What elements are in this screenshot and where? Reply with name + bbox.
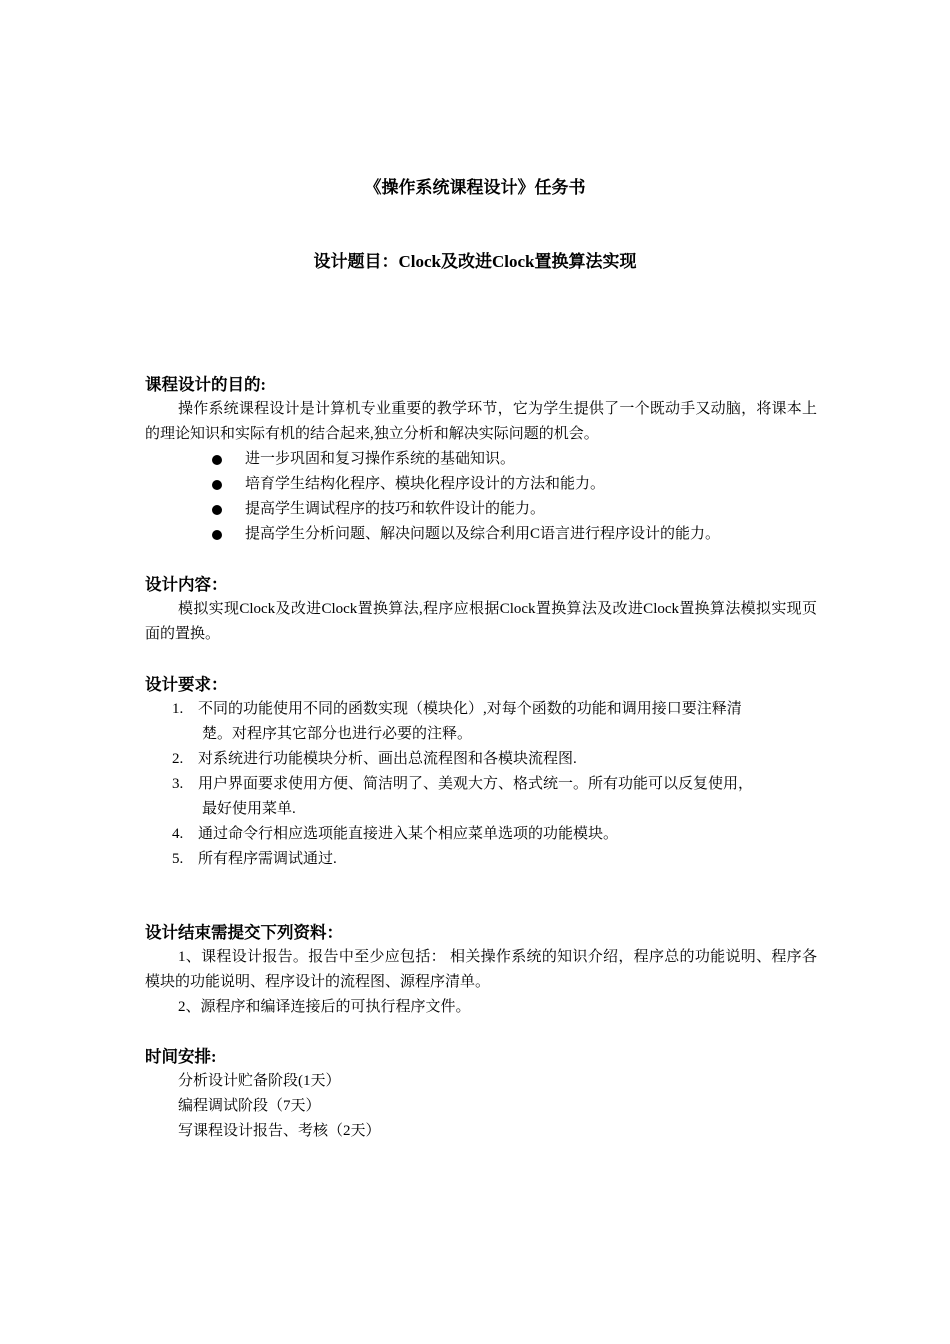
section-content bbox=[145, 572, 817, 647]
bullet-icon bbox=[212, 530, 222, 540]
requirements-list bbox=[145, 697, 817, 872]
list-item: 提高学生调试程序的技巧和软件设计的能力。 bbox=[145, 497, 817, 522]
list-item: 5. 所有程序需调试通过. bbox=[172, 851, 337, 867]
section-heading-content: 设计内容： bbox=[145, 575, 228, 594]
bullet-icon bbox=[212, 505, 222, 515]
schedule-item: 写课程设计报告、考核（2天） bbox=[178, 1123, 381, 1139]
section-purpose bbox=[145, 372, 817, 547]
bullet-icon bbox=[212, 455, 222, 465]
section-heading-purpose: 课程设计的目的: bbox=[145, 375, 266, 394]
purpose-paragraph: 操作系统课程设计是计算机专业重要的教学环节，它为学生提供了一个既动手又动脑，将课本上的理论知识和实际有机的结合起来,独立分析和解决实际问题的机会。 bbox=[145, 401, 817, 442]
list-item: 进一步巩固和复习操作系统的基础知识。 bbox=[145, 447, 817, 472]
submission-item-source: 2、源程序和编译连接后的可执行程序文件。 bbox=[178, 999, 471, 1015]
section-submission bbox=[145, 920, 817, 1020]
submission-item-report: 1、课程设计报告。报告中至少应包括： 相关操作系统的知识介绍，程序总的功能说明、程序各模块的功能说明、程序设计的流程图、源程序清单。 bbox=[145, 949, 817, 990]
section-heading-submission: 设计结束需提交下列资料： bbox=[145, 923, 343, 942]
section-requirements bbox=[145, 672, 817, 872]
list-item: 2. 对系统进行功能模块分析、画出总流程图和各模块流程图. bbox=[172, 751, 577, 767]
bullet-icon bbox=[212, 480, 222, 490]
list-item: 1. 不同的功能使用不同的函数实现（模块化）,对每个函数的功能和调用接口要注释清 楚。对程序其它部分也进行必要的注释。 bbox=[172, 701, 742, 742]
list-item: 培育学生结构化程序、模块化程序设计的方法和能力。 bbox=[145, 472, 817, 497]
purpose-bullet-list bbox=[145, 447, 817, 547]
schedule-item: 分析设计贮备阶段(1天） bbox=[178, 1073, 341, 1089]
document-title: 《操作系统课程设计》任务书 bbox=[364, 178, 586, 197]
section-heading-requirements: 设计要求： bbox=[145, 675, 228, 694]
list-item: 4. 通过命令行相应选项能直接进入某个相应菜单选项的功能模块。 bbox=[172, 826, 619, 842]
list-item: 3. 用户界面要求使用方便、简洁明了、美观大方、格式统一。所有功能可以反复使用， 最好使用菜单. bbox=[172, 776, 754, 817]
schedule-item: 编程调试阶段（7天） bbox=[178, 1098, 321, 1114]
section-schedule bbox=[145, 1044, 817, 1144]
design-topic: 设计题目：Clock及改进Clock置换算法实现 bbox=[313, 252, 637, 271]
section-heading-schedule: 时间安排: bbox=[145, 1047, 217, 1066]
content-paragraph: 模拟实现Clock及改进Clock置换算法,程序应根据Clock置换算法及改进Clock置换算法模拟实现页面的置换。 bbox=[145, 601, 817, 642]
list-item: 提高学生分析问题、解决问题以及综合利用C语言进行程序设计的能力。 bbox=[145, 522, 817, 547]
